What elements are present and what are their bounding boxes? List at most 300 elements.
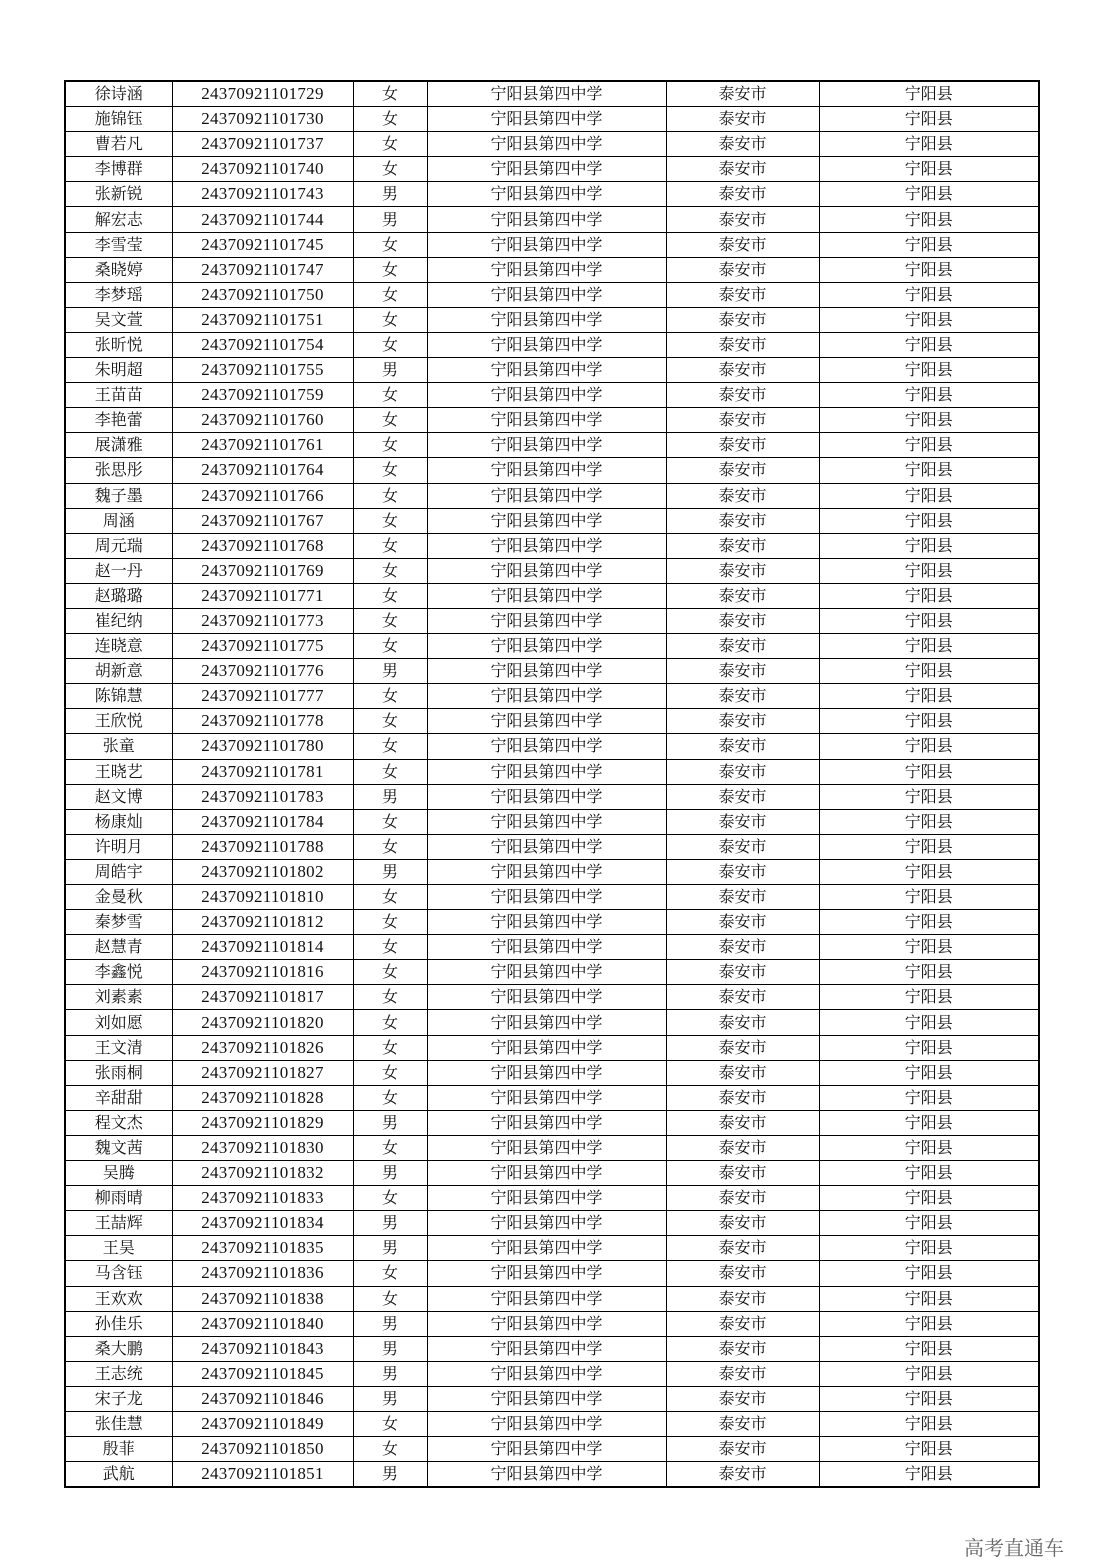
school-name-cell: 宁阳县第四中学	[427, 910, 666, 935]
table-row	[65, 433, 1039, 458]
exam-number-cell: 24370921101834	[172, 1211, 353, 1236]
county-cell: 宁阳县	[819, 282, 1039, 307]
school-name-cell: 宁阳县第四中学	[427, 533, 666, 558]
student-name-cell: 金曼秋	[65, 885, 172, 910]
exam-number-cell: 24370921101737	[172, 132, 353, 157]
school-name-cell: 宁阳县第四中学	[427, 1035, 666, 1060]
school-name-cell: 宁阳县第四中学	[427, 182, 666, 207]
school-name-cell: 宁阳县第四中学	[427, 358, 666, 383]
school-name-cell: 宁阳县第四中学	[427, 1386, 666, 1411]
exam-number-cell: 24370921101768	[172, 533, 353, 558]
city-cell: 泰安市	[666, 759, 819, 784]
table-row	[65, 859, 1039, 884]
school-name-cell: 宁阳县第四中学	[427, 1236, 666, 1261]
exam-number-cell: 24370921101740	[172, 157, 353, 182]
city-cell: 泰安市	[666, 859, 819, 884]
exam-number-cell: 24370921101850	[172, 1437, 353, 1462]
gender-cell: 女	[353, 408, 427, 433]
gender-cell: 女	[353, 1035, 427, 1060]
student-name-cell: 李博群	[65, 157, 172, 182]
city-cell: 泰安市	[666, 1110, 819, 1135]
school-name-cell: 宁阳县第四中学	[427, 1110, 666, 1135]
school-name-cell: 宁阳县第四中学	[427, 583, 666, 608]
table-row	[65, 1161, 1039, 1186]
gender-cell: 女	[353, 608, 427, 633]
city-cell: 泰安市	[666, 1236, 819, 1261]
gender-cell: 男	[353, 207, 427, 232]
school-name-cell: 宁阳县第四中学	[427, 985, 666, 1010]
student-name-cell: 王喆辉	[65, 1211, 172, 1236]
exam-number-cell: 24370921101845	[172, 1361, 353, 1386]
exam-number-cell: 24370921101816	[172, 960, 353, 985]
gender-cell: 女	[353, 257, 427, 282]
gender-cell: 女	[353, 558, 427, 583]
city-cell: 泰安市	[666, 433, 819, 458]
student-name-cell: 王文清	[65, 1035, 172, 1060]
school-name-cell: 宁阳县第四中学	[427, 508, 666, 533]
student-name-cell: 刘素素	[65, 985, 172, 1010]
student-name-cell: 周涵	[65, 508, 172, 533]
city-cell: 泰安市	[666, 508, 819, 533]
city-cell: 泰安市	[666, 634, 819, 659]
county-cell: 宁阳县	[819, 533, 1039, 558]
student-name-cell: 魏子墨	[65, 483, 172, 508]
school-name-cell: 宁阳县第四中学	[427, 232, 666, 257]
county-cell: 宁阳县	[819, 1135, 1039, 1160]
city-cell: 泰安市	[666, 1060, 819, 1085]
table-row	[65, 558, 1039, 583]
gender-cell: 女	[353, 132, 427, 157]
student-name-cell: 张雨桐	[65, 1060, 172, 1085]
school-name-cell: 宁阳县第四中学	[427, 684, 666, 709]
city-cell: 泰安市	[666, 1010, 819, 1035]
city-cell: 泰安市	[666, 960, 819, 985]
table-row	[65, 1010, 1039, 1035]
county-cell: 宁阳县	[819, 508, 1039, 533]
student-name-cell: 展潇雅	[65, 433, 172, 458]
school-name-cell: 宁阳县第四中学	[427, 734, 666, 759]
table-row	[65, 332, 1039, 357]
student-name-cell: 连晓意	[65, 634, 172, 659]
gender-cell: 男	[353, 1211, 427, 1236]
table-row	[65, 182, 1039, 207]
table-row	[65, 885, 1039, 910]
table-row	[65, 307, 1039, 332]
city-cell: 泰安市	[666, 834, 819, 859]
table-row	[65, 1085, 1039, 1110]
county-cell: 宁阳县	[819, 458, 1039, 483]
student-roster-table	[64, 80, 1040, 1488]
gender-cell: 男	[353, 1236, 427, 1261]
county-cell: 宁阳县	[819, 232, 1039, 257]
table-row	[65, 1035, 1039, 1060]
table-row	[65, 1386, 1039, 1411]
county-cell: 宁阳县	[819, 985, 1039, 1010]
table-row	[65, 383, 1039, 408]
gender-cell: 女	[353, 157, 427, 182]
school-name-cell: 宁阳县第四中学	[427, 132, 666, 157]
student-name-cell: 王欣悦	[65, 709, 172, 734]
exam-number-cell: 24370921101802	[172, 859, 353, 884]
school-name-cell: 宁阳县第四中学	[427, 634, 666, 659]
table-row	[65, 608, 1039, 633]
school-name-cell: 宁阳县第四中学	[427, 659, 666, 684]
exam-number-cell: 24370921101843	[172, 1336, 353, 1361]
school-name-cell: 宁阳县第四中学	[427, 1186, 666, 1211]
exam-number-cell: 24370921101780	[172, 734, 353, 759]
county-cell: 宁阳县	[819, 583, 1039, 608]
gender-cell: 男	[353, 659, 427, 684]
county-cell: 宁阳县	[819, 182, 1039, 207]
exam-number-cell: 24370921101781	[172, 759, 353, 784]
table-row	[65, 1361, 1039, 1386]
exam-number-cell: 24370921101832	[172, 1161, 353, 1186]
city-cell: 泰安市	[666, 709, 819, 734]
table-row	[65, 257, 1039, 282]
student-name-cell: 王志统	[65, 1361, 172, 1386]
city-cell: 泰安市	[666, 358, 819, 383]
county-cell: 宁阳县	[819, 1462, 1039, 1488]
county-cell: 宁阳县	[819, 1336, 1039, 1361]
city-cell: 泰安市	[666, 1186, 819, 1211]
county-cell: 宁阳县	[819, 634, 1039, 659]
student-name-cell: 赵璐璐	[65, 583, 172, 608]
city-cell: 泰安市	[666, 784, 819, 809]
gender-cell: 女	[353, 332, 427, 357]
school-name-cell: 宁阳县第四中学	[427, 408, 666, 433]
exam-number-cell: 24370921101836	[172, 1261, 353, 1286]
table-row	[65, 684, 1039, 709]
exam-number-cell: 24370921101747	[172, 257, 353, 282]
exam-number-cell: 24370921101773	[172, 608, 353, 633]
gender-cell: 女	[353, 885, 427, 910]
exam-number-cell: 24370921101846	[172, 1386, 353, 1411]
school-name-cell: 宁阳县第四中学	[427, 1462, 666, 1488]
gender-cell: 男	[353, 1110, 427, 1135]
student-name-cell: 柳雨晴	[65, 1186, 172, 1211]
city-cell: 泰安市	[666, 332, 819, 357]
city-cell: 泰安市	[666, 1286, 819, 1311]
table-row	[65, 1211, 1039, 1236]
table-row	[65, 107, 1039, 132]
city-cell: 泰安市	[666, 533, 819, 558]
county-cell: 宁阳县	[819, 1311, 1039, 1336]
gender-cell: 男	[353, 182, 427, 207]
table-row	[65, 358, 1039, 383]
city-cell: 泰安市	[666, 1261, 819, 1286]
county-cell: 宁阳县	[819, 1186, 1039, 1211]
gender-cell: 男	[353, 358, 427, 383]
table-row	[65, 1462, 1039, 1488]
city-cell: 泰安市	[666, 1161, 819, 1186]
city-cell: 泰安市	[666, 809, 819, 834]
student-name-cell: 马含钰	[65, 1261, 172, 1286]
county-cell: 宁阳县	[819, 1411, 1039, 1436]
city-cell: 泰安市	[666, 307, 819, 332]
county-cell: 宁阳县	[819, 332, 1039, 357]
student-name-cell: 辛甜甜	[65, 1085, 172, 1110]
exam-number-cell: 24370921101827	[172, 1060, 353, 1085]
city-cell: 泰安市	[666, 1437, 819, 1462]
county-cell: 宁阳县	[819, 1161, 1039, 1186]
gender-cell: 女	[353, 759, 427, 784]
gender-cell: 女	[353, 1060, 427, 1085]
student-name-cell: 魏文茜	[65, 1135, 172, 1160]
city-cell: 泰安市	[666, 910, 819, 935]
county-cell: 宁阳县	[819, 960, 1039, 985]
student-name-cell: 赵文博	[65, 784, 172, 809]
table-row	[65, 759, 1039, 784]
county-cell: 宁阳县	[819, 935, 1039, 960]
county-cell: 宁阳县	[819, 1085, 1039, 1110]
city-cell: 泰安市	[666, 207, 819, 232]
city-cell: 泰安市	[666, 1411, 819, 1436]
table-row	[65, 1135, 1039, 1160]
city-cell: 泰安市	[666, 1035, 819, 1060]
gender-cell: 女	[353, 1286, 427, 1311]
student-name-cell: 宋子龙	[65, 1386, 172, 1411]
county-cell: 宁阳县	[819, 558, 1039, 583]
student-name-cell: 桑晓婷	[65, 257, 172, 282]
city-cell: 泰安市	[666, 408, 819, 433]
school-name-cell: 宁阳县第四中学	[427, 458, 666, 483]
county-cell: 宁阳县	[819, 433, 1039, 458]
table-row	[65, 1411, 1039, 1436]
school-name-cell: 宁阳县第四中学	[427, 1211, 666, 1236]
city-cell: 泰安市	[666, 1462, 819, 1488]
student-name-cell: 桑大鹏	[65, 1336, 172, 1361]
exam-number-cell: 24370921101840	[172, 1311, 353, 1336]
county-cell: 宁阳县	[819, 257, 1039, 282]
city-cell: 泰安市	[666, 132, 819, 157]
exam-number-cell: 24370921101760	[172, 408, 353, 433]
exam-number-cell: 24370921101817	[172, 985, 353, 1010]
school-name-cell: 宁阳县第四中学	[427, 709, 666, 734]
student-name-cell: 施锦钰	[65, 107, 172, 132]
county-cell: 宁阳县	[819, 759, 1039, 784]
student-name-cell: 武航	[65, 1462, 172, 1488]
table-row	[65, 985, 1039, 1010]
student-name-cell: 殷菲	[65, 1437, 172, 1462]
table-row	[65, 1110, 1039, 1135]
school-name-cell: 宁阳县第四中学	[427, 207, 666, 232]
gender-cell: 女	[353, 960, 427, 985]
student-name-cell: 许明月	[65, 834, 172, 859]
exam-number-cell: 24370921101745	[172, 232, 353, 257]
exam-number-cell: 24370921101784	[172, 809, 353, 834]
gender-cell: 女	[353, 107, 427, 132]
student-name-cell: 王苗苗	[65, 383, 172, 408]
county-cell: 宁阳县	[819, 157, 1039, 182]
student-name-cell: 李雪莹	[65, 232, 172, 257]
gender-cell: 男	[353, 1462, 427, 1488]
county-cell: 宁阳县	[819, 107, 1039, 132]
gender-cell: 女	[353, 533, 427, 558]
county-cell: 宁阳县	[819, 1211, 1039, 1236]
county-cell: 宁阳县	[819, 132, 1039, 157]
gender-cell: 女	[353, 709, 427, 734]
city-cell: 泰安市	[666, 608, 819, 633]
county-cell: 宁阳县	[819, 659, 1039, 684]
city-cell: 泰安市	[666, 734, 819, 759]
gender-cell: 女	[353, 1437, 427, 1462]
school-name-cell: 宁阳县第四中学	[427, 81, 666, 107]
exam-number-cell: 24370921101750	[172, 282, 353, 307]
school-name-cell: 宁阳县第四中学	[427, 257, 666, 282]
gender-cell: 女	[353, 232, 427, 257]
student-name-cell: 徐诗涵	[65, 81, 172, 107]
school-name-cell: 宁阳县第四中学	[427, 1411, 666, 1436]
exam-number-cell: 24370921101820	[172, 1010, 353, 1035]
county-cell: 宁阳县	[819, 483, 1039, 508]
table-row	[65, 207, 1039, 232]
exam-number-cell: 24370921101777	[172, 684, 353, 709]
gender-cell: 女	[353, 684, 427, 709]
student-name-cell: 胡新意	[65, 659, 172, 684]
school-name-cell: 宁阳县第四中学	[427, 1085, 666, 1110]
county-cell: 宁阳县	[819, 1035, 1039, 1060]
student-name-cell: 解宏志	[65, 207, 172, 232]
exam-number-cell: 24370921101812	[172, 910, 353, 935]
table-row	[65, 81, 1039, 107]
gender-cell: 女	[353, 383, 427, 408]
gender-cell: 女	[353, 282, 427, 307]
gender-cell: 女	[353, 809, 427, 834]
school-name-cell: 宁阳县第四中学	[427, 1437, 666, 1462]
gender-cell: 女	[353, 910, 427, 935]
student-name-cell: 曹若凡	[65, 132, 172, 157]
county-cell: 宁阳县	[819, 684, 1039, 709]
student-name-cell: 王昊	[65, 1236, 172, 1261]
county-cell: 宁阳县	[819, 81, 1039, 107]
table-row	[65, 157, 1039, 182]
gender-cell: 女	[353, 433, 427, 458]
exam-number-cell: 24370921101743	[172, 182, 353, 207]
county-cell: 宁阳县	[819, 383, 1039, 408]
school-name-cell: 宁阳县第四中学	[427, 1161, 666, 1186]
city-cell: 泰安市	[666, 885, 819, 910]
table-row	[65, 533, 1039, 558]
student-name-cell: 周皓宇	[65, 859, 172, 884]
school-name-cell: 宁阳县第四中学	[427, 809, 666, 834]
student-name-cell: 刘如愿	[65, 1010, 172, 1035]
exam-number-cell: 24370921101849	[172, 1411, 353, 1436]
table-row	[65, 809, 1039, 834]
exam-number-cell: 24370921101829	[172, 1110, 353, 1135]
gender-cell: 男	[353, 859, 427, 884]
exam-number-cell: 24370921101767	[172, 508, 353, 533]
exam-number-cell: 24370921101830	[172, 1135, 353, 1160]
exam-number-cell: 24370921101778	[172, 709, 353, 734]
gender-cell: 男	[353, 1361, 427, 1386]
student-name-cell: 陈锦慧	[65, 684, 172, 709]
gender-cell: 女	[353, 985, 427, 1010]
exam-number-cell: 24370921101783	[172, 784, 353, 809]
exam-number-cell: 24370921101730	[172, 107, 353, 132]
school-name-cell: 宁阳县第四中学	[427, 759, 666, 784]
city-cell: 泰安市	[666, 282, 819, 307]
gender-cell: 女	[353, 734, 427, 759]
student-name-cell: 张佳慧	[65, 1411, 172, 1436]
gender-cell: 女	[353, 81, 427, 107]
table-row	[65, 1286, 1039, 1311]
school-name-cell: 宁阳县第四中学	[427, 107, 666, 132]
exam-number-cell: 24370921101755	[172, 358, 353, 383]
school-name-cell: 宁阳县第四中学	[427, 1311, 666, 1336]
exam-number-cell: 24370921101759	[172, 383, 353, 408]
school-name-cell: 宁阳县第四中学	[427, 1135, 666, 1160]
gender-cell: 女	[353, 634, 427, 659]
school-name-cell: 宁阳县第四中学	[427, 885, 666, 910]
gender-cell: 女	[353, 834, 427, 859]
county-cell: 宁阳县	[819, 709, 1039, 734]
county-cell: 宁阳县	[819, 1286, 1039, 1311]
city-cell: 泰安市	[666, 157, 819, 182]
table-row	[65, 1437, 1039, 1462]
gender-cell: 女	[353, 508, 427, 533]
exam-number-cell: 24370921101744	[172, 207, 353, 232]
gender-cell: 女	[353, 458, 427, 483]
table-row	[65, 1311, 1039, 1336]
city-cell: 泰安市	[666, 935, 819, 960]
gender-cell: 男	[353, 784, 427, 809]
city-cell: 泰安市	[666, 1386, 819, 1411]
county-cell: 宁阳县	[819, 1361, 1039, 1386]
roster-body	[65, 81, 1039, 1487]
student-name-cell: 张童	[65, 734, 172, 759]
county-cell: 宁阳县	[819, 784, 1039, 809]
student-name-cell: 赵一丹	[65, 558, 172, 583]
school-name-cell: 宁阳县第四中学	[427, 1336, 666, 1361]
city-cell: 泰安市	[666, 1361, 819, 1386]
exam-number-cell: 24370921101838	[172, 1286, 353, 1311]
student-name-cell: 王晓艺	[65, 759, 172, 784]
table-row	[65, 960, 1039, 985]
student-name-cell: 王欢欢	[65, 1286, 172, 1311]
city-cell: 泰安市	[666, 1135, 819, 1160]
table-row	[65, 1186, 1039, 1211]
city-cell: 泰安市	[666, 1211, 819, 1236]
city-cell: 泰安市	[666, 1336, 819, 1361]
county-cell: 宁阳县	[819, 608, 1039, 633]
county-cell: 宁阳县	[819, 408, 1039, 433]
exam-number-cell: 24370921101769	[172, 558, 353, 583]
table-row	[65, 1060, 1039, 1085]
student-name-cell: 张新锐	[65, 182, 172, 207]
city-cell: 泰安市	[666, 107, 819, 132]
student-name-cell: 张思彤	[65, 458, 172, 483]
student-name-cell: 吴文萱	[65, 307, 172, 332]
county-cell: 宁阳县	[819, 1010, 1039, 1035]
exam-number-cell: 24370921101754	[172, 332, 353, 357]
exam-number-cell: 24370921101771	[172, 583, 353, 608]
school-name-cell: 宁阳县第四中学	[427, 433, 666, 458]
exam-number-cell: 24370921101828	[172, 1085, 353, 1110]
exam-number-cell: 24370921101751	[172, 307, 353, 332]
table-row	[65, 910, 1039, 935]
table-row	[65, 709, 1039, 734]
exam-number-cell: 24370921101810	[172, 885, 353, 910]
table-row	[65, 408, 1039, 433]
student-name-cell: 吴腾	[65, 1161, 172, 1186]
student-name-cell: 李梦瑶	[65, 282, 172, 307]
county-cell: 宁阳县	[819, 809, 1039, 834]
city-cell: 泰安市	[666, 483, 819, 508]
exam-number-cell: 24370921101788	[172, 834, 353, 859]
county-cell: 宁阳县	[819, 1261, 1039, 1286]
exam-number-cell: 24370921101764	[172, 458, 353, 483]
table-row	[65, 583, 1039, 608]
